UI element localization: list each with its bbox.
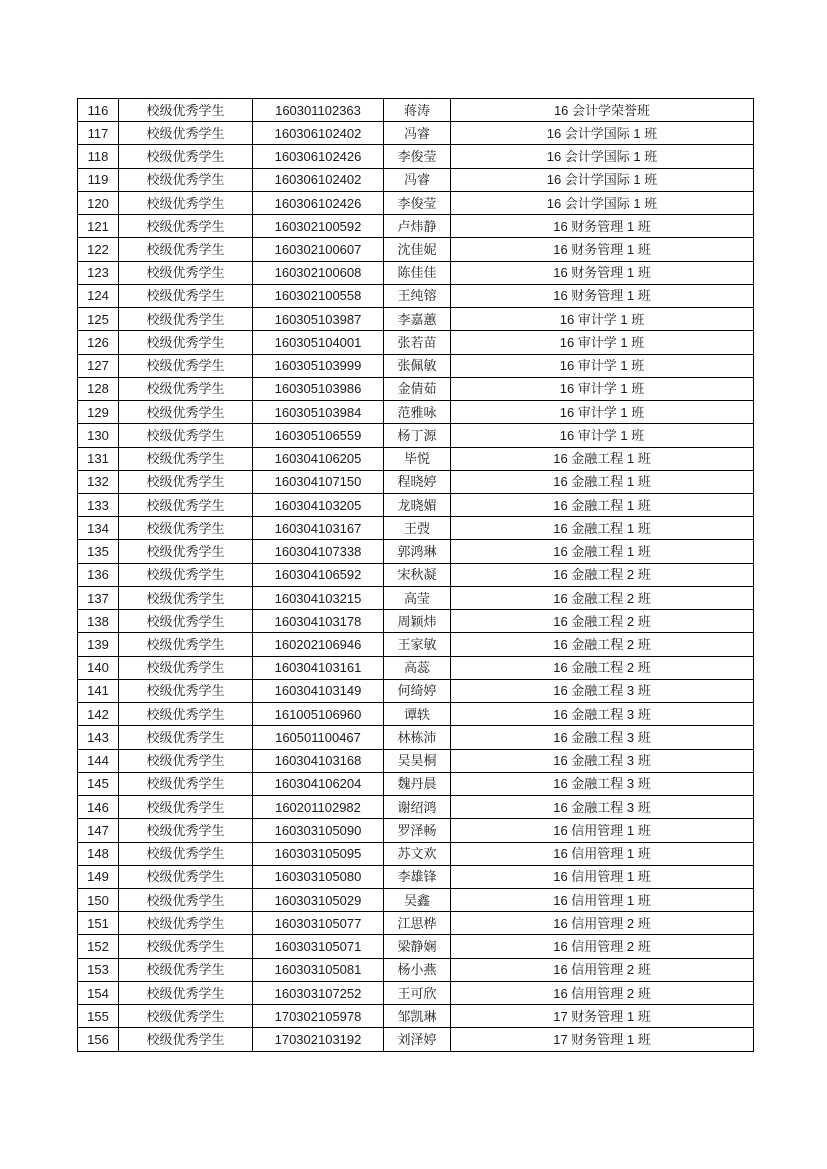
award-title-cell: 校级优秀学生	[119, 935, 253, 958]
student-id-cell: 160302100608	[253, 261, 384, 284]
row-number-cell: 135	[78, 540, 119, 563]
table-row	[78, 842, 754, 865]
row-number-cell: 123	[78, 261, 119, 284]
row-number-cell: 148	[78, 842, 119, 865]
row-number-cell: 146	[78, 796, 119, 819]
student-name-cell: 杨丁源	[384, 424, 451, 447]
student-id-cell: 160303105071	[253, 935, 384, 958]
student-name-cell: 李俊莹	[384, 145, 451, 168]
student-name-cell: 魏丹晨	[384, 772, 451, 795]
class-name-cell: 16 信用管理 1 班	[451, 842, 754, 865]
student-id-cell: 170302103192	[253, 1028, 384, 1052]
award-title-cell: 校级优秀学生	[119, 656, 253, 679]
class-name-cell: 16 金融工程 2 班	[451, 586, 754, 609]
award-title-cell: 校级优秀学生	[119, 354, 253, 377]
row-number-cell: 154	[78, 981, 119, 1004]
student-name-cell: 谭轶	[384, 703, 451, 726]
student-id-cell: 160304103178	[253, 610, 384, 633]
award-title-cell: 校级优秀学生	[119, 517, 253, 540]
award-title-cell: 校级优秀学生	[119, 284, 253, 307]
student-name-cell: 蒋涛	[384, 99, 451, 122]
row-number-cell: 133	[78, 493, 119, 516]
row-number-cell: 136	[78, 563, 119, 586]
award-title-cell: 校级优秀学生	[119, 261, 253, 284]
student-name-cell: 李嘉蕙	[384, 308, 451, 331]
student-name-cell: 龙晓媚	[384, 493, 451, 516]
award-title-cell: 校级优秀学生	[119, 424, 253, 447]
student-name-cell: 毕悦	[384, 447, 451, 470]
row-number-cell: 130	[78, 424, 119, 447]
class-name-cell: 16 信用管理 2 班	[451, 981, 754, 1004]
row-number-cell: 124	[78, 284, 119, 307]
award-title-cell: 校级优秀学生	[119, 888, 253, 911]
award-title-cell: 校级优秀学生	[119, 168, 253, 191]
class-name-cell: 16 审计学 1 班	[451, 331, 754, 354]
table-row	[78, 586, 754, 609]
table-row	[78, 331, 754, 354]
table-row	[78, 749, 754, 772]
class-name-cell: 16 金融工程 1 班	[451, 493, 754, 516]
student-name-cell: 冯睿	[384, 122, 451, 145]
award-title-cell: 校级优秀学生	[119, 796, 253, 819]
student-id-cell: 160501100467	[253, 726, 384, 749]
table-row	[78, 99, 754, 122]
student-id-cell: 160306102426	[253, 145, 384, 168]
class-name-cell: 16 信用管理 1 班	[451, 819, 754, 842]
row-number-cell: 137	[78, 586, 119, 609]
class-name-cell: 16 金融工程 3 班	[451, 772, 754, 795]
student-id-cell: 160304103205	[253, 493, 384, 516]
award-title-cell: 校级优秀学生	[119, 447, 253, 470]
table-row	[78, 145, 754, 168]
student-id-cell: 160305103999	[253, 354, 384, 377]
award-title-cell: 校级优秀学生	[119, 99, 253, 122]
student-name-cell: 王弢	[384, 517, 451, 540]
row-number-cell: 118	[78, 145, 119, 168]
table-row	[78, 703, 754, 726]
student-id-cell: 160303105095	[253, 842, 384, 865]
table-row	[78, 819, 754, 842]
class-name-cell: 16 会计学国际 1 班	[451, 191, 754, 214]
student-id-cell: 160303107252	[253, 981, 384, 1004]
row-number-cell: 150	[78, 888, 119, 911]
student-name-cell: 王可欣	[384, 981, 451, 1004]
class-name-cell: 17 财务管理 1 班	[451, 1028, 754, 1052]
row-number-cell: 125	[78, 308, 119, 331]
class-name-cell: 16 金融工程 1 班	[451, 447, 754, 470]
student-id-cell: 160306102402	[253, 122, 384, 145]
student-id-cell: 160304106592	[253, 563, 384, 586]
student-id-cell: 160303105080	[253, 865, 384, 888]
student-id-cell: 160305103984	[253, 401, 384, 424]
class-name-cell: 16 金融工程 2 班	[451, 563, 754, 586]
table-row	[78, 261, 754, 284]
class-name-cell: 16 金融工程 3 班	[451, 726, 754, 749]
table-row	[78, 191, 754, 214]
student-id-cell: 160304103168	[253, 749, 384, 772]
class-name-cell: 16 金融工程 1 班	[451, 540, 754, 563]
row-number-cell: 156	[78, 1028, 119, 1052]
student-name-cell: 杨小燕	[384, 958, 451, 981]
award-title-cell: 校级优秀学生	[119, 726, 253, 749]
student-name-cell: 谢绍鸿	[384, 796, 451, 819]
student-id-cell: 160304106204	[253, 772, 384, 795]
row-number-cell: 142	[78, 703, 119, 726]
award-title-cell: 校级优秀学生	[119, 842, 253, 865]
award-title-cell: 校级优秀学生	[119, 377, 253, 400]
student-id-cell: 160302100592	[253, 215, 384, 238]
student-name-cell: 沈佳妮	[384, 238, 451, 261]
class-name-cell: 16 金融工程 2 班	[451, 633, 754, 656]
student-id-cell: 160302100558	[253, 284, 384, 307]
award-title-cell: 校级优秀学生	[119, 749, 253, 772]
award-title-cell: 校级优秀学生	[119, 958, 253, 981]
class-name-cell: 16 会计学国际 1 班	[451, 145, 754, 168]
class-name-cell: 16 审计学 1 班	[451, 377, 754, 400]
student-name-cell: 梁静娴	[384, 935, 451, 958]
table-row	[78, 679, 754, 702]
table-row	[78, 935, 754, 958]
table-row	[78, 238, 754, 261]
row-number-cell: 153	[78, 958, 119, 981]
table-row	[78, 122, 754, 145]
class-name-cell: 16 金融工程 1 班	[451, 517, 754, 540]
student-id-cell: 160304103167	[253, 517, 384, 540]
student-name-cell: 江思桦	[384, 912, 451, 935]
student-id-cell: 170302105978	[253, 1005, 384, 1028]
student-id-cell: 160306102402	[253, 168, 384, 191]
student-id-cell: 160303105081	[253, 958, 384, 981]
row-number-cell: 117	[78, 122, 119, 145]
award-title-cell: 校级优秀学生	[119, 308, 253, 331]
student-name-cell: 高蕊	[384, 656, 451, 679]
row-number-cell: 141	[78, 679, 119, 702]
student-id-cell: 160302100607	[253, 238, 384, 261]
row-number-cell: 144	[78, 749, 119, 772]
table-row	[78, 401, 754, 424]
class-name-cell: 16 金融工程 2 班	[451, 656, 754, 679]
award-title-cell: 校级优秀学生	[119, 401, 253, 424]
student-name-cell: 程晓婷	[384, 470, 451, 493]
student-id-cell: 160304107338	[253, 540, 384, 563]
award-title-cell: 校级优秀学生	[119, 540, 253, 563]
student-name-cell: 张若苗	[384, 331, 451, 354]
student-id-cell: 160201102982	[253, 796, 384, 819]
row-number-cell: 122	[78, 238, 119, 261]
class-name-cell: 16 金融工程 3 班	[451, 679, 754, 702]
table-row	[78, 865, 754, 888]
student-id-cell: 160305106559	[253, 424, 384, 447]
student-name-cell: 冯睿	[384, 168, 451, 191]
table-row	[78, 308, 754, 331]
student-id-cell: 160301102363	[253, 99, 384, 122]
award-title-cell: 校级优秀学生	[119, 912, 253, 935]
award-title-cell: 校级优秀学生	[119, 331, 253, 354]
table-row	[78, 215, 754, 238]
table-row	[78, 470, 754, 493]
class-name-cell: 16 财务管理 1 班	[451, 261, 754, 284]
table-row	[78, 168, 754, 191]
student-name-cell: 宋秋凝	[384, 563, 451, 586]
award-title-cell: 校级优秀学生	[119, 865, 253, 888]
award-title-cell: 校级优秀学生	[119, 633, 253, 656]
table-row	[78, 610, 754, 633]
class-name-cell: 16 金融工程 3 班	[451, 749, 754, 772]
student-id-cell: 160304107150	[253, 470, 384, 493]
student-id-cell: 160303105077	[253, 912, 384, 935]
student-name-cell: 林栋沛	[384, 726, 451, 749]
student-name-cell: 陈佳佳	[384, 261, 451, 284]
table-row	[78, 1028, 754, 1052]
row-number-cell: 127	[78, 354, 119, 377]
award-title-cell: 校级优秀学生	[119, 772, 253, 795]
class-name-cell: 16 财务管理 1 班	[451, 238, 754, 261]
row-number-cell: 119	[78, 168, 119, 191]
student-name-cell: 郭鸿琳	[384, 540, 451, 563]
row-number-cell: 116	[78, 99, 119, 122]
class-name-cell: 16 审计学 1 班	[451, 401, 754, 424]
student-name-cell: 刘泽婷	[384, 1028, 451, 1052]
student-name-cell: 王家敏	[384, 633, 451, 656]
award-title-cell: 校级优秀学生	[119, 703, 253, 726]
award-title-cell: 校级优秀学生	[119, 610, 253, 633]
class-name-cell: 16 审计学 1 班	[451, 354, 754, 377]
class-name-cell: 16 会计学国际 1 班	[451, 122, 754, 145]
class-name-cell: 16 金融工程 1 班	[451, 470, 754, 493]
student-name-cell: 邹凯琳	[384, 1005, 451, 1028]
row-number-cell: 120	[78, 191, 119, 214]
award-title-cell: 校级优秀学生	[119, 238, 253, 261]
table-row	[78, 656, 754, 679]
class-name-cell: 16 金融工程 3 班	[451, 796, 754, 819]
row-number-cell: 128	[78, 377, 119, 400]
class-name-cell: 16 信用管理 2 班	[451, 958, 754, 981]
award-title-cell: 校级优秀学生	[119, 1005, 253, 1028]
student-id-cell: 160304103215	[253, 586, 384, 609]
row-number-cell: 152	[78, 935, 119, 958]
student-id-cell: 160202106946	[253, 633, 384, 656]
row-number-cell: 149	[78, 865, 119, 888]
class-name-cell: 16 财务管理 1 班	[451, 284, 754, 307]
class-name-cell: 16 会计学荣誉班	[451, 99, 754, 122]
row-number-cell: 132	[78, 470, 119, 493]
table-row	[78, 633, 754, 656]
table-row	[78, 772, 754, 795]
table-row	[78, 563, 754, 586]
row-number-cell: 151	[78, 912, 119, 935]
class-name-cell: 16 信用管理 1 班	[451, 865, 754, 888]
student-name-cell: 卢炜静	[384, 215, 451, 238]
class-name-cell: 16 审计学 1 班	[451, 308, 754, 331]
award-title-cell: 校级优秀学生	[119, 470, 253, 493]
row-number-cell: 129	[78, 401, 119, 424]
award-title-cell: 校级优秀学生	[119, 819, 253, 842]
table-row	[78, 958, 754, 981]
student-name-cell: 高莹	[384, 586, 451, 609]
table-row	[78, 540, 754, 563]
table-row	[78, 1005, 754, 1028]
row-number-cell: 145	[78, 772, 119, 795]
award-title-cell: 校级优秀学生	[119, 493, 253, 516]
student-name-cell: 吴鑫	[384, 888, 451, 911]
student-name-cell: 范雅咏	[384, 401, 451, 424]
student-id-cell: 160305103986	[253, 377, 384, 400]
table-row	[78, 726, 754, 749]
student-id-cell: 160306102426	[253, 191, 384, 214]
row-number-cell: 143	[78, 726, 119, 749]
class-name-cell: 16 信用管理 2 班	[451, 935, 754, 958]
table-row	[78, 354, 754, 377]
student-name-cell: 何绮婷	[384, 679, 451, 702]
student-name-cell: 张佩敏	[384, 354, 451, 377]
student-id-cell: 160303105090	[253, 819, 384, 842]
class-name-cell: 16 会计学国际 1 班	[451, 168, 754, 191]
table-row	[78, 424, 754, 447]
row-number-cell: 131	[78, 447, 119, 470]
student-id-cell: 160305104001	[253, 331, 384, 354]
row-number-cell: 121	[78, 215, 119, 238]
class-name-cell: 16 审计学 1 班	[451, 424, 754, 447]
award-title-cell: 校级优秀学生	[119, 586, 253, 609]
student-name-cell: 吴昊桐	[384, 749, 451, 772]
class-name-cell: 16 信用管理 2 班	[451, 912, 754, 935]
student-id-cell: 160304103161	[253, 656, 384, 679]
class-name-cell: 16 信用管理 1 班	[451, 888, 754, 911]
class-name-cell: 16 金融工程 3 班	[451, 703, 754, 726]
student-id-cell: 160303105029	[253, 888, 384, 911]
table-row	[78, 517, 754, 540]
table-row	[78, 912, 754, 935]
award-title-cell: 校级优秀学生	[119, 191, 253, 214]
student-name-cell: 李雄锋	[384, 865, 451, 888]
award-title-cell: 校级优秀学生	[119, 563, 253, 586]
student-id-cell: 161005106960	[253, 703, 384, 726]
award-title-cell: 校级优秀学生	[119, 1028, 253, 1052]
row-number-cell: 134	[78, 517, 119, 540]
table-row	[78, 377, 754, 400]
student-id-cell: 160304103149	[253, 679, 384, 702]
award-title-cell: 校级优秀学生	[119, 215, 253, 238]
award-title-cell: 校级优秀学生	[119, 122, 253, 145]
student-id-cell: 160304106205	[253, 447, 384, 470]
row-number-cell: 126	[78, 331, 119, 354]
student-id-cell: 160305103987	[253, 308, 384, 331]
class-name-cell: 17 财务管理 1 班	[451, 1005, 754, 1028]
student-name-cell: 苏文欢	[384, 842, 451, 865]
row-number-cell: 147	[78, 819, 119, 842]
class-name-cell: 16 金融工程 2 班	[451, 610, 754, 633]
table-row	[78, 796, 754, 819]
award-title-cell: 校级优秀学生	[119, 981, 253, 1004]
row-number-cell: 140	[78, 656, 119, 679]
table-row	[78, 981, 754, 1004]
award-title-cell: 校级优秀学生	[119, 679, 253, 702]
table-row	[78, 284, 754, 307]
student-name-cell: 周颖炜	[384, 610, 451, 633]
student-name-cell: 罗泽畅	[384, 819, 451, 842]
table-row	[78, 888, 754, 911]
table-row	[78, 493, 754, 516]
student-awards-table	[77, 98, 754, 1052]
row-number-cell: 138	[78, 610, 119, 633]
table-row	[78, 447, 754, 470]
row-number-cell: 139	[78, 633, 119, 656]
student-name-cell: 金倩茹	[384, 377, 451, 400]
class-name-cell: 16 财务管理 1 班	[451, 215, 754, 238]
row-number-cell: 155	[78, 1005, 119, 1028]
student-name-cell: 李俊莹	[384, 191, 451, 214]
award-title-cell: 校级优秀学生	[119, 145, 253, 168]
student-name-cell: 王纯镕	[384, 284, 451, 307]
